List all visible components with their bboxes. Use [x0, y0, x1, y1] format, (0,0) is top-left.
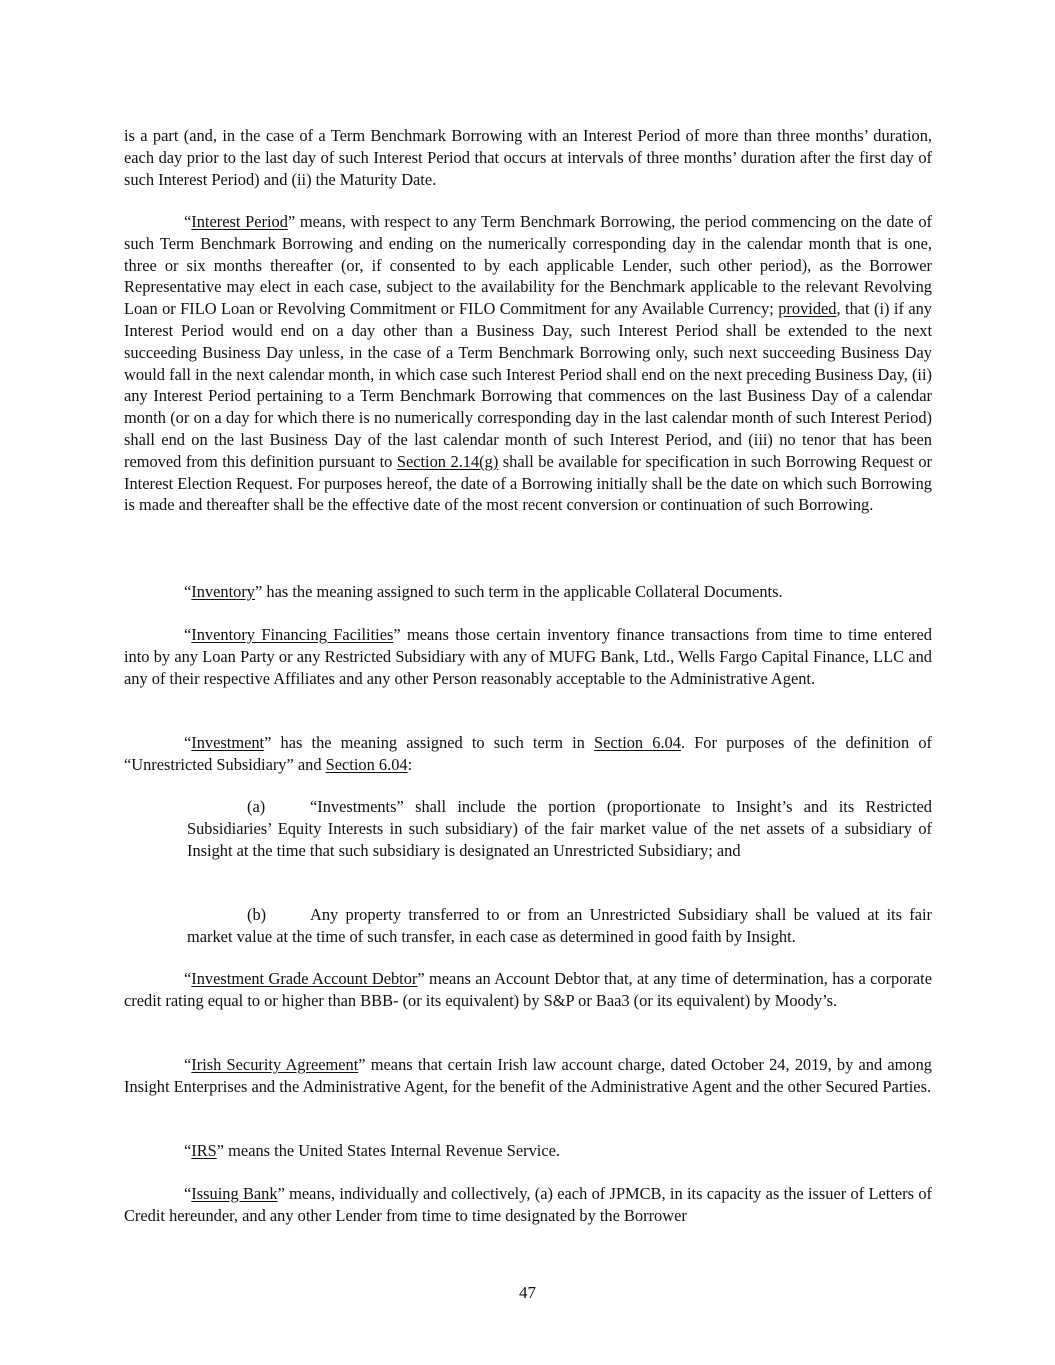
section-reference: Section 2.14(g): [396, 451, 499, 471]
defined-term: Investment Grade Account Debtor: [191, 969, 418, 988]
investment-clause-a: (a) “Investments” shall include the portion (proportionate to Insight’s and its Restricted Subsidiaries’ Equity Interests in such subsidiary) of the fair market value of the net assets of a subsidiary of Insight at the time that such subsidiary is designated an Unrestricted Subsidiary; and: [187, 797, 932, 860]
provided-term: provided: [778, 299, 837, 319]
definition-issuing-bank: “Issuing Bank” means, individually and collectively, (a) each of JPMCB, in its capacity as the issuer of Letters of Credit hereunder, and any other Lender from time to time designated by the Borrower: [124, 1184, 932, 1225]
definition-inventory: “Inventory” has the meaning assigned to such term in the applicable Collateral Documents.: [184, 582, 783, 601]
section-reference: Section 6.04: [593, 733, 681, 752]
defined-term: Investment: [191, 733, 265, 752]
defined-term: Inventory Financing Facilities: [191, 625, 394, 644]
definition-investment-grade-account-debtor: “Investment Grade Account Debtor” means an Account Debtor that, at any time of determination, has a corporate credit rating equal to or higher than BBB- (or its equivalent) by S&P or Baa3 (or its equivalent) by Moody’s.: [124, 969, 932, 1010]
investment-clause-b: (b) Any property transferred to or from an Unrestricted Subsidiary shall be valued at its fair market value at the time of such transfer, in each case as determined in good faith by Insight.: [187, 905, 932, 946]
definition-irs: “IRS” means the United States Internal Revenue Service.: [184, 1141, 560, 1160]
defined-term: Inventory: [191, 582, 256, 601]
clause-label: (a): [247, 797, 266, 816]
defined-term: Interest Period: [191, 212, 288, 231]
definition-interest-period: “Interest Period” means, with respect to any Term Benchmark Borrowing, the period commencing on the date of such Term Benchmark Borrowing and ending on the numerically corresponding day in the calendar month that is one, three or six months thereafter (or, if consented to by each applicable Lender, such other period), as the Borrower Representative may elect in each case, subject to the availability for the Benchmark applicable to the relevant Revolving Loan or FILO Loan or Revolving Commitment or FILO Commitment for any Available Currency; provided, that (i) if any Interest Period would end on a day other than a Business Day, such Interest Period shall be extended to the next succeeding Business Day unless, in the case of a Term Benchmark Borrowing only, such next succeeding Business Day would fall in the next calendar month, in which case such Interest Period shall end on the next preceding Business Day, (ii) any Interest Period pertaining to a Term Benchmark Borrowing that commences on the last Business Day of a calendar month (or on a day for which there is no numerically corresponding day in the last calendar month of such Interest Period) shall end on the last Business Day of the last calendar month of such Interest Period, and (iii) no tenor that has been removed from this definition pursuant to Section 2.14(g) shall be available for specification in such Borrowing Request or Interest Election Request. For purposes hereof, the date of a Borrowing initially shall be the date on which such Borrowing is made and thereafter shall be the effective date of the most recent conversion or continuation of such Borrowing.: [124, 212, 933, 515]
clause-label: (b): [247, 905, 267, 924]
defined-term: Irish Security Agreement: [191, 1055, 359, 1074]
definition-investment: “Investment” has the meaning assigned to such term in Section 6.04. For purposes of the definition of “Unrestricted Subsidiary” and Section 6.04:: [124, 733, 932, 774]
page-number: 47: [519, 1283, 536, 1302]
defined-term: Issuing Bank: [191, 1184, 278, 1203]
section-reference: Section 6.04: [325, 754, 408, 774]
defined-term: IRS: [191, 1141, 217, 1160]
definition-irish-security-agreement: “Irish Security Agreement” means that certain Irish law account charge, dated October 24, 2019, by and among Insight Enterprises and the Administrative Agent, for the benefit of the Administrative Agent and the other Secured Parties.: [124, 1055, 932, 1096]
continuation-paragraph: is a part (and, in the case of a Term Benchmark Borrowing with an Interest Period of more than three months’ duration, each day prior to the last day of such Interest Period that occurs at intervals of three months’ duration after the first day of such Interest Period) and (ii) the Maturity Date.: [124, 126, 932, 189]
definition-inventory-financing-facilities: “Inventory Financing Facilities” means those certain inventory finance transactions from time to time entered into by any Loan Party or any Restricted Subsidiary with any of MUFG Bank, Ltd., Wells Fargo Capital Finance, LLC and any of their respective Affiliates and any other Person reasonably acceptable to the Administrative Agent.: [124, 625, 933, 688]
